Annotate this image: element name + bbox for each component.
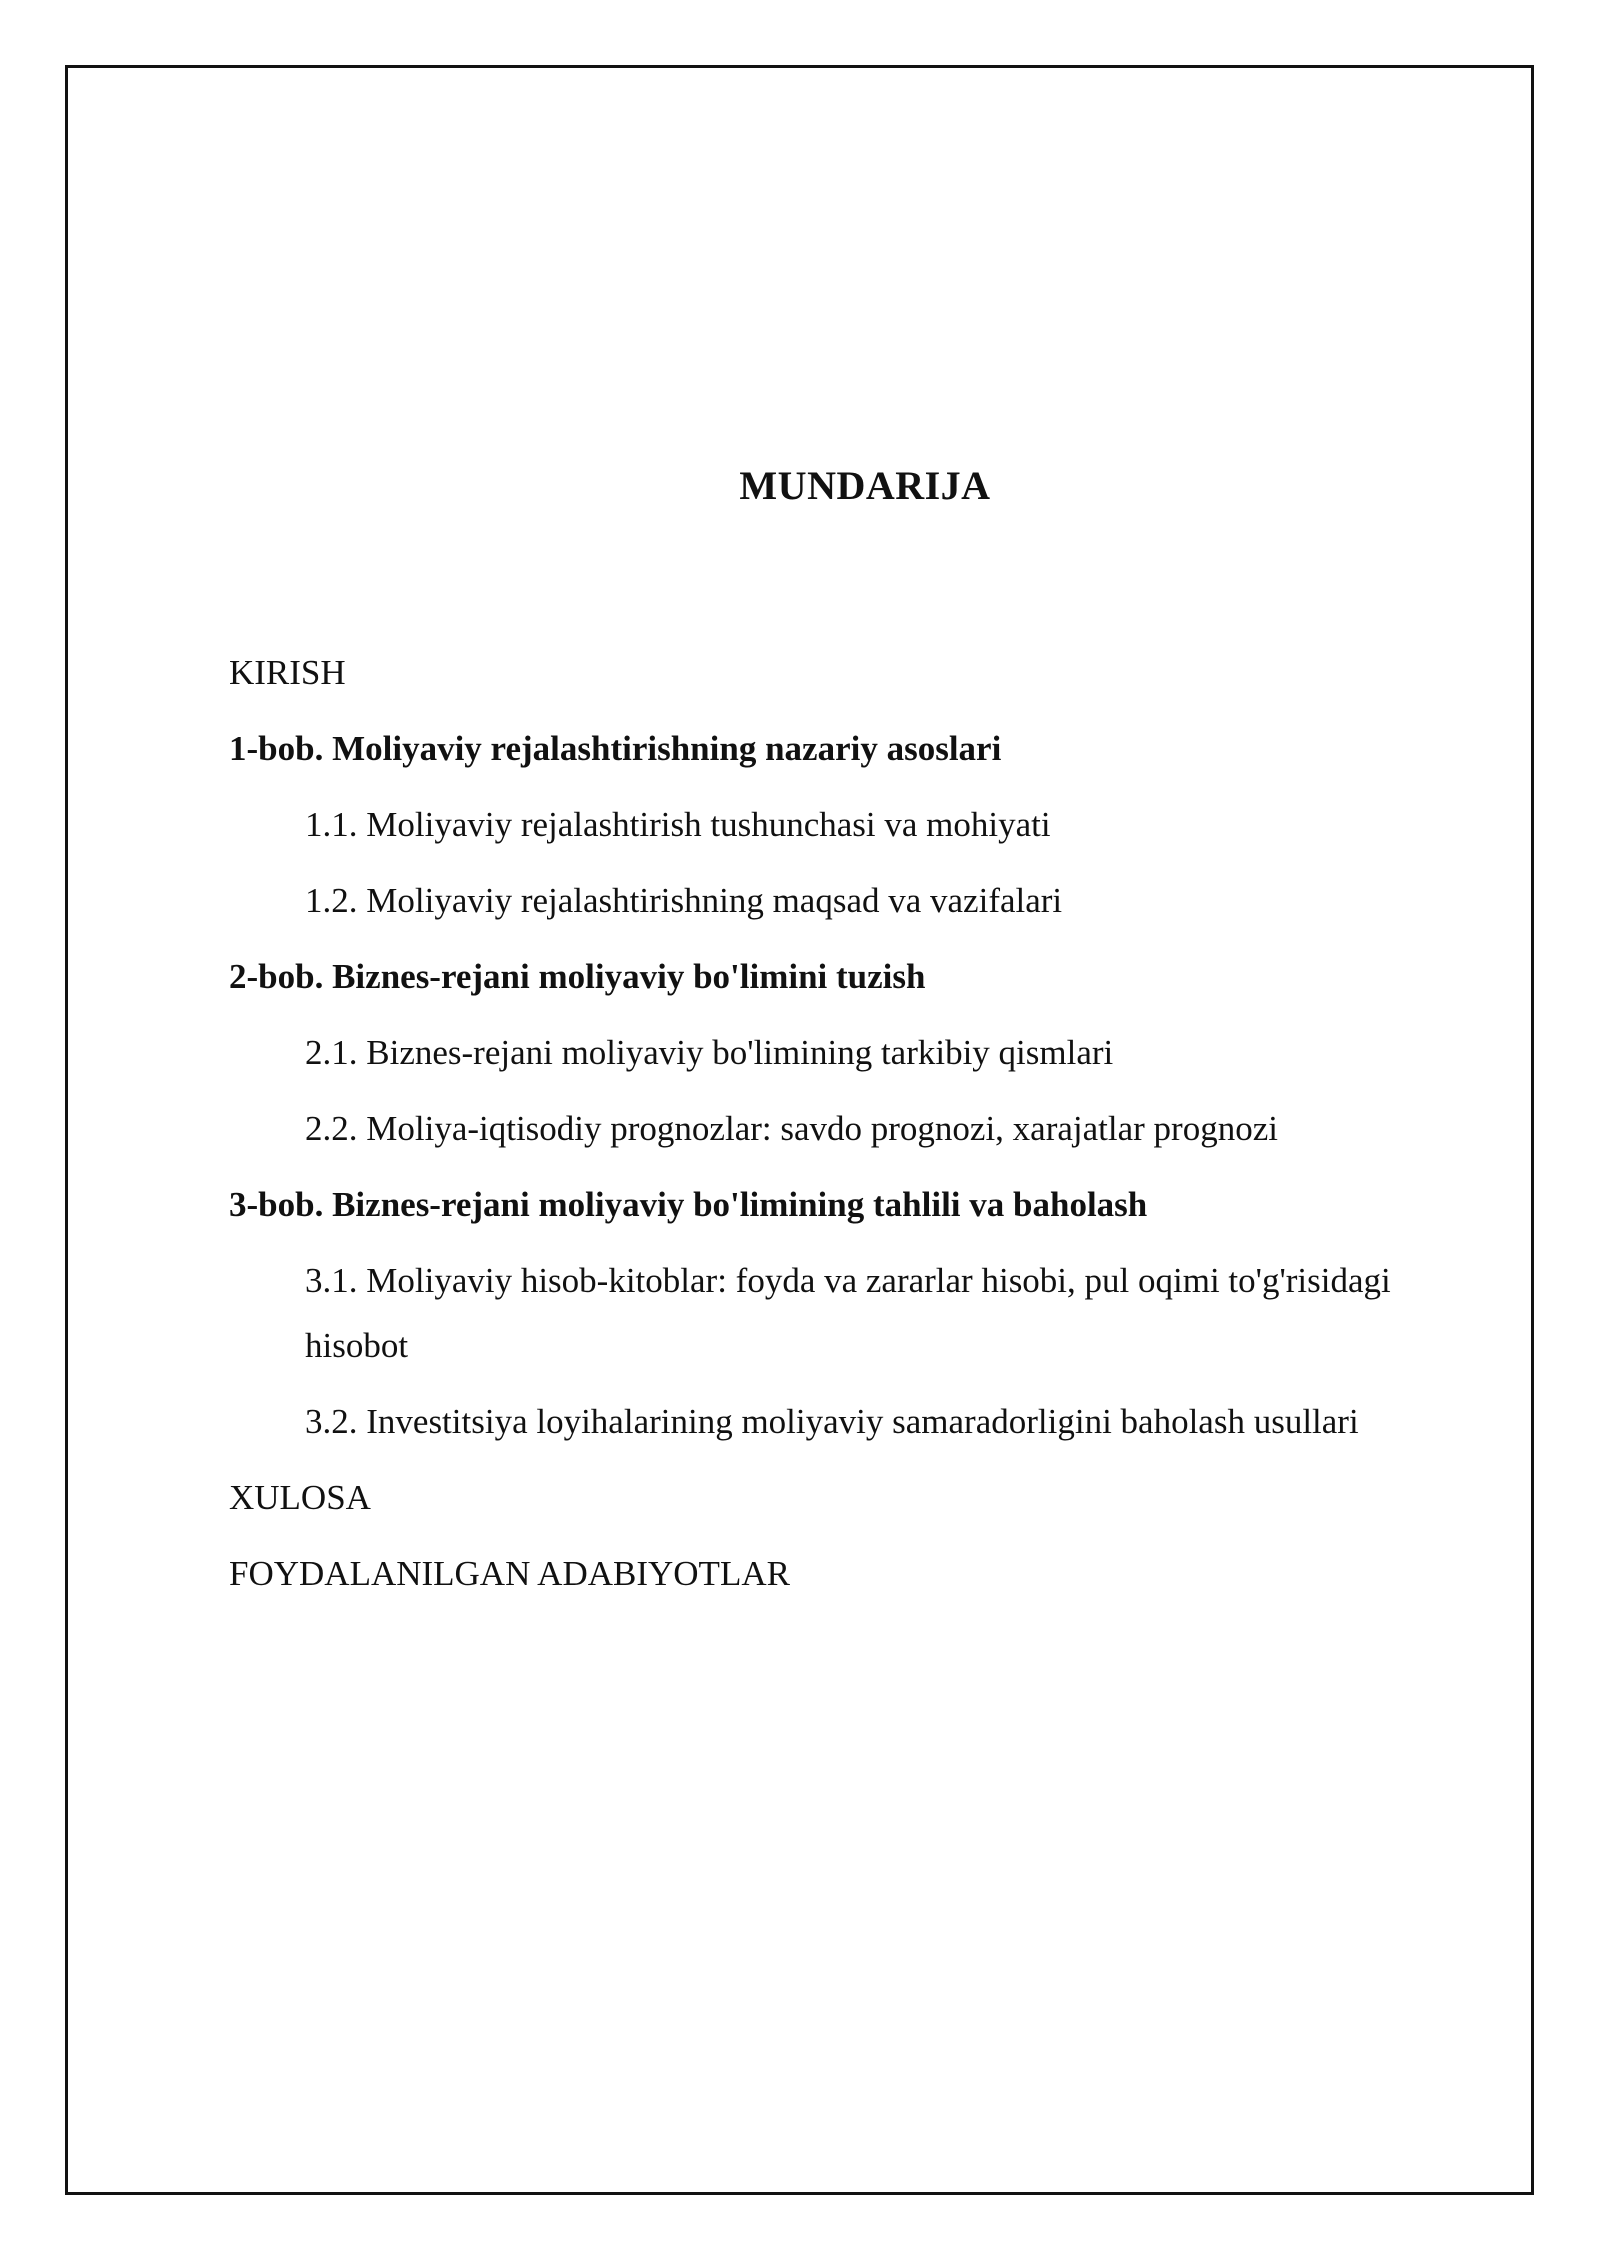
toc-section-2-1: 2.1. Biznes-rejani moliyaviy bo'limining tarkibiy qismlari: [305, 1033, 1114, 1072]
toc-chapter-1: 1-bob. Moliyaviy rejalashtirishning nazariy asoslari: [229, 729, 1002, 768]
toc-section-1-1: 1.1. Moliyaviy rejalashtirish tushunchasi va mohiyati: [305, 805, 1051, 844]
toc-section-3-2: 3.2. Investitsiya loyihalarining moliyaviy samaradorligini baholash usullari: [305, 1402, 1359, 1441]
toc-entry-references: FOYDALANILGAN ADABIYOTLAR: [229, 1554, 790, 1593]
toc-chapter-3: 3-bob. Biznes-rejani moliyaviy bo'limining tahlili va baholash: [229, 1185, 1148, 1224]
toc-entry-introduction: KIRISH: [229, 653, 346, 692]
toc-section-2-2: 2.2. Moliya-iqtisodiy prognozlar: savdo prognozi, xarajatlar prognozi: [305, 1109, 1278, 1148]
toc-entry-conclusion: XULOSA: [229, 1478, 371, 1517]
toc-chapter-2: 2-bob. Biznes-rejani moliyaviy bo'limini tuzish: [229, 957, 926, 996]
table-of-contents: [229, 640, 1499, 1617]
toc-section-1-2: 1.2. Moliyaviy rejalashtirishning maqsad va vazifalari: [305, 881, 1063, 920]
page-title: MUNDARIJA: [739, 463, 991, 508]
toc-section-3-1: 3.1. Moliyaviy hisob-kitoblar: foyda va zararlar hisobi, pul oqimi to'g'risidagi hisobot: [305, 1261, 1391, 1365]
